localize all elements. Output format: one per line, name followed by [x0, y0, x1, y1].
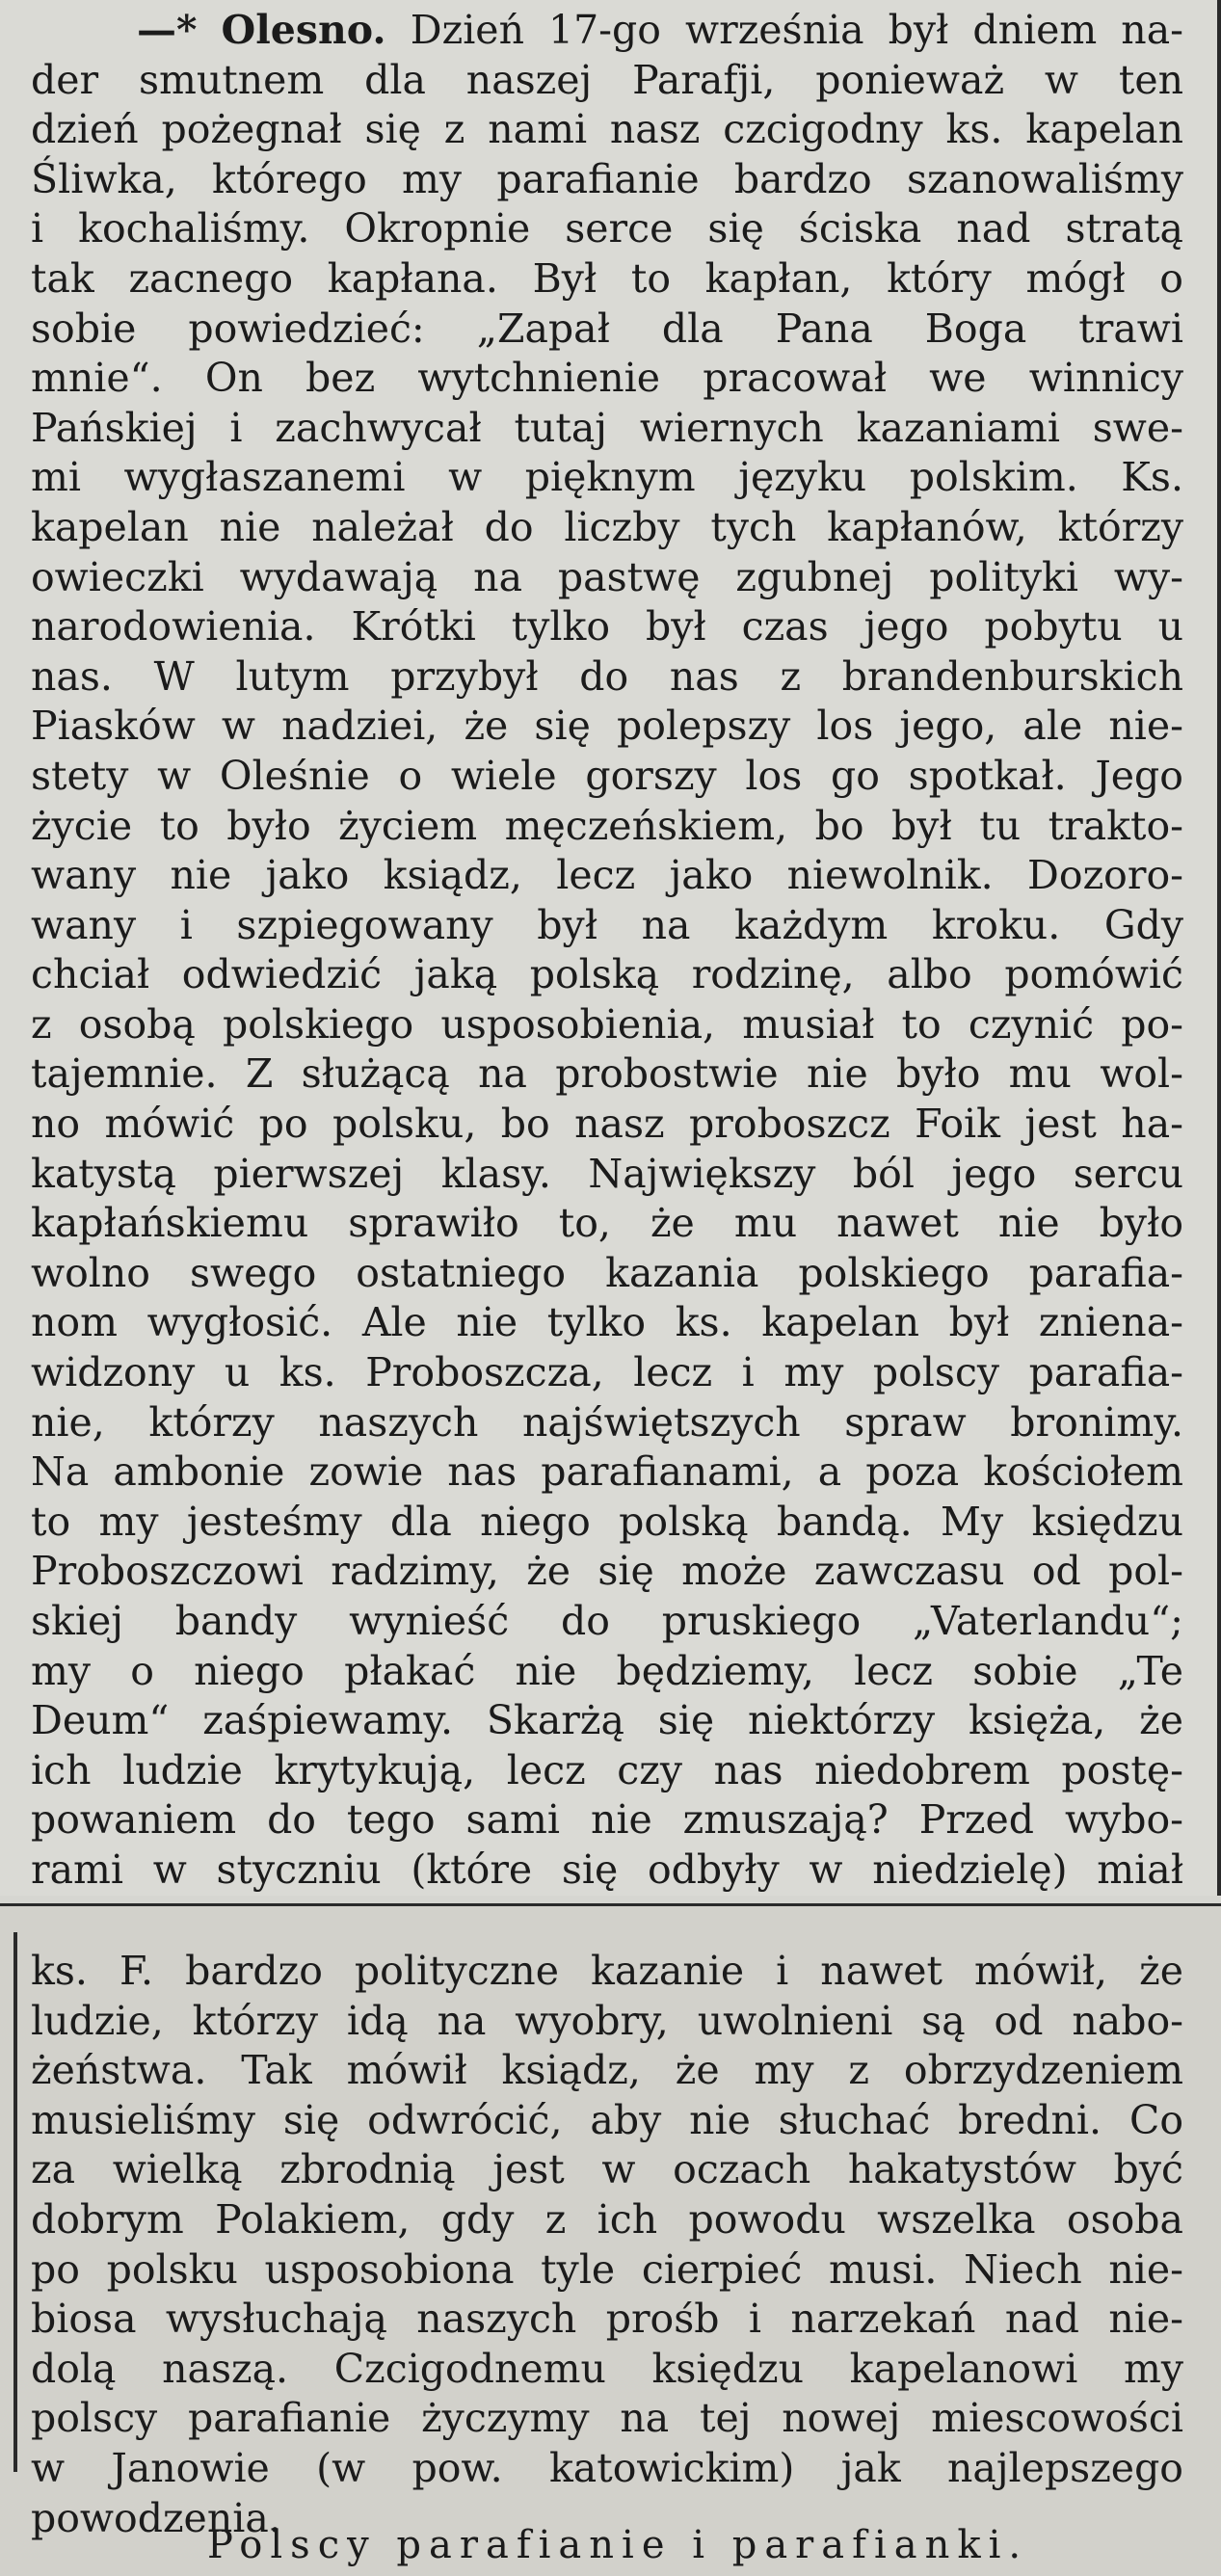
article-line: ludzie, którzy idą na wyobry, uwolnieni są od nabo- — [31, 1997, 1183, 2044]
article-line: dobrym Polakiem, gdy z ich powodu wszelka osoba — [31, 2195, 1183, 2243]
article-line: Piasków w nadziei, że się polepszy los jego, ale nie- — [31, 703, 1183, 750]
article-line: w Janowie (w pow. katowickim) jak najlepszego — [31, 2444, 1183, 2491]
article-line: nom wygłosić. Ale nie tylko ks. kapelan był zniena- — [31, 1299, 1183, 1346]
article-line: ks. F. bardzo polityczne kazanie i nawet mówił, że — [31, 1948, 1183, 1994]
article-line: Proboszczowi radzimy, że się może zawczasu od pol- — [31, 1548, 1183, 1595]
article-line: powodzenia. — [31, 2494, 281, 2541]
article-line: stety w Oleśnie o wiele gorszy los go spotkał. Jego — [31, 752, 1183, 799]
article-line: ich ludzie krytykują, lecz czy nas niedobrem postę- — [31, 1746, 1183, 1793]
article-line: z osobą polskiego usposobienia, musiał to czynić po- — [31, 1000, 1183, 1048]
article-line-text: Dzień 17-go września był dniem na- — [410, 7, 1183, 53]
article-line: katystą pierwszej klasy. Największy ból jego sercu — [31, 1150, 1183, 1197]
article-line: wolno swego ostatniego kazania polskiego parafia- — [31, 1249, 1183, 1296]
article-line: po polsku usposobiona tyle cierpieć musi. Niech nie- — [31, 2245, 1183, 2293]
article-line: narodowienia. Krótki tylko był czas jego pobytu u — [31, 603, 1183, 651]
article-line: der smutnem dla naszej Parafji, ponieważ w ten — [31, 56, 1183, 103]
article-line: tak zacnego kapłana. Był to kapłan, który mógł o — [31, 254, 1183, 302]
article-line: no mówić po polsku, bo nasz proboszcz Foik jest ha- — [31, 1101, 1183, 1148]
article-line: nie, którzy naszych najświętszych spraw bronimy. — [31, 1398, 1183, 1446]
article-line: my o niego płakać nie będziemy, lecz sobie „Te — [31, 1647, 1183, 1694]
article-line: Pańskiej i zachwycał tutaj wiernych kazaniami swe- — [31, 404, 1183, 451]
article-signature: Polscy parafianie i parafianki. — [207, 2523, 1029, 2567]
article-line — [31, 6, 1183, 56]
article-line: rami w styczniu (które się odbyły w niedzielę) miał — [31, 1846, 1183, 1893]
article-line: widzony u ks. Proboszcza, lecz i my polscy parafia- — [31, 1349, 1183, 1396]
article-line: wany i szpiegowany był na każdym kroku. Gdy — [31, 901, 1183, 948]
article-line: to my jesteśmy dla niego polską bandą. My księdzu — [31, 1498, 1183, 1545]
article-body-part1 — [31, 6, 1183, 1896]
article-line: Na ambonie zowie nas parafianami, a poza kościołem — [31, 1448, 1183, 1496]
article-line: kapłańskiemu sprawiło to, że mu nawet nie było — [31, 1200, 1183, 1247]
article-marker: —* — [137, 7, 198, 53]
article-line: nas. W lutym przybył do nas z brandenburskich — [31, 652, 1183, 700]
article-line: owieczki wydawają na pastwę zgubnej polityki wy- — [31, 553, 1183, 600]
article-line: dolą naszą. Czcigodnemu księdzu kapelanowi my — [31, 2345, 1183, 2392]
article-line: kapelan nie należał do liczby tych kapłanów, którzy — [31, 503, 1183, 550]
article-line: dzień pożegnał się z nami nasz czcigodny ks. kapelan — [31, 106, 1183, 153]
article-line: żeństwa. Tak mówił ksiądz, że my z obrzydzeniem — [31, 2047, 1183, 2094]
article-line: i kochaliśmy. Okropnie serce się ściska nad stratą — [31, 205, 1183, 252]
article-line: musieliśmy się odwrócić, aby nie słuchać bredni. Co — [31, 2096, 1183, 2143]
article-line: polscy parafianie życzymy na tej nowej miescowości — [31, 2395, 1183, 2442]
article-line: mi wygłaszanemi w pięknym języku polskim. Ks. — [31, 454, 1183, 501]
article-line: mnie“. On bez wytchnienie pracował we winnicy — [31, 355, 1183, 402]
article-line: chciał odwiedzić jaką polską rodzinę, albo pomówić — [31, 951, 1183, 998]
article-line: skiej bandy wynieść do pruskiego „Vaterlandu“; — [31, 1598, 1183, 1644]
article-line: tajemnie. Z służącą na probostwie nie było mu wol- — [31, 1050, 1183, 1098]
column-rule — [13, 1932, 17, 2472]
article-line: Deum“ zaśpiewamy. Skarżą się niektórzy księża, że — [31, 1697, 1183, 1744]
article-line: wany nie jako ksiądz, lecz jako niewolnik. Dozoro- — [31, 852, 1183, 899]
article-place-heading: Olesno. — [221, 7, 386, 53]
article-line: Śliwka, którego my parafianie bardzo szanowaliśmy — [31, 155, 1183, 202]
article-line: sobie powiedzieć: „Zapał dla Pana Boga trawi — [31, 305, 1183, 352]
article-body-part2 — [31, 1947, 1183, 2543]
article-line: biosa wysłuchają naszych prośb i narzekań nad nie- — [31, 2296, 1183, 2343]
article-line: powaniem do tego sami nie zmuszają? Przed wybo- — [31, 1796, 1183, 1844]
article-line: za wielką zbrodnią jest w oczach hakatystów być — [31, 2146, 1183, 2193]
article-line: życie to było życiem męczeńskiem, bo był tu trakto- — [31, 802, 1183, 849]
